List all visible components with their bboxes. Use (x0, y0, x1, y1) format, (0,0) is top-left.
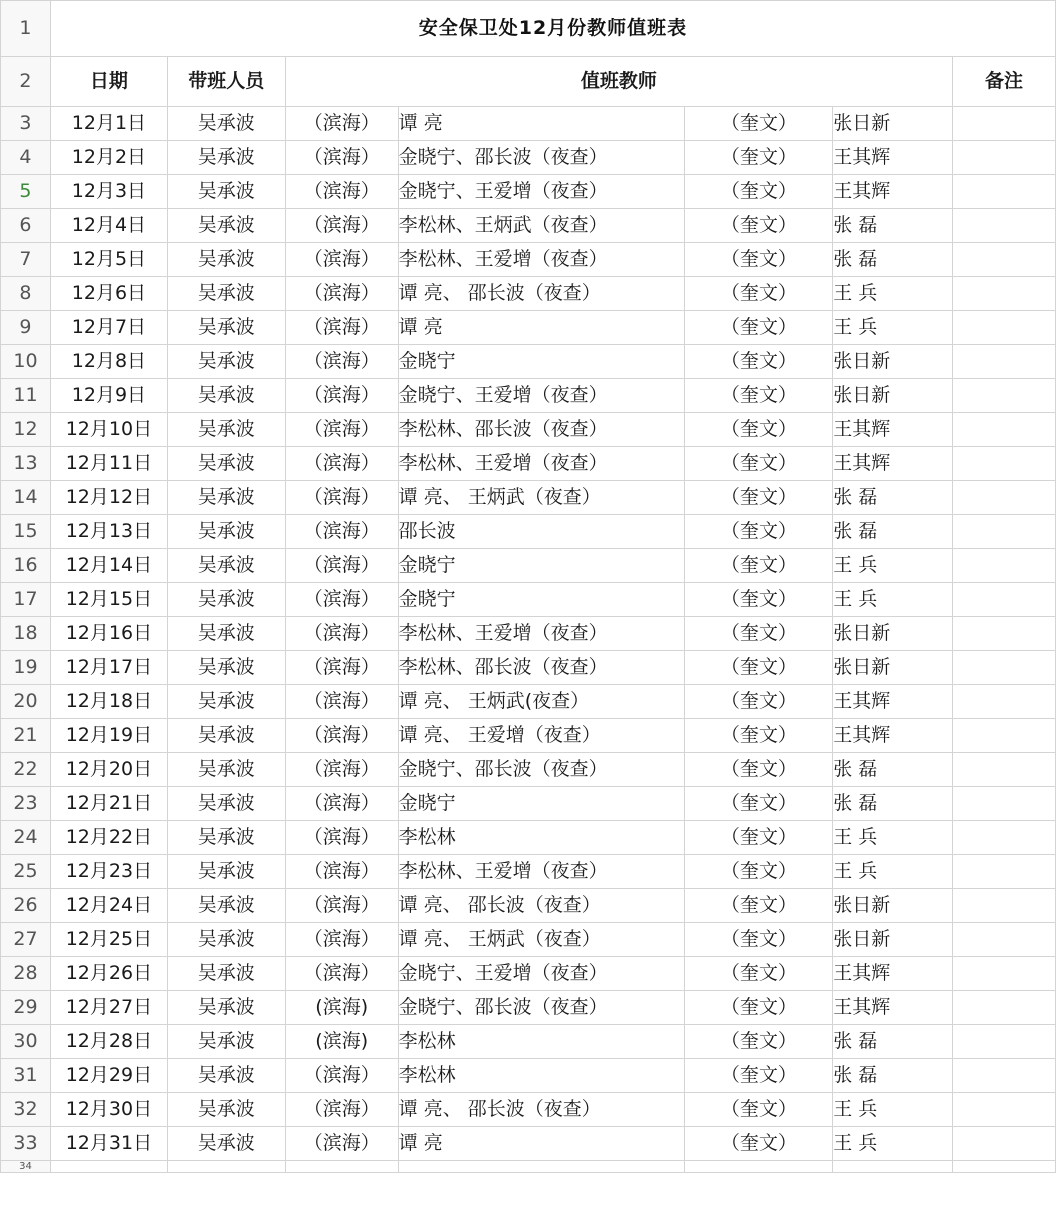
date-cell[interactable]: 12月28日 (50, 1025, 167, 1059)
remark-cell[interactable] (953, 311, 1056, 345)
row-header[interactable]: 31 (1, 1059, 51, 1093)
binhai-teachers-cell[interactable]: 金晓宁、王爱增（夜查） (398, 175, 685, 209)
remark-cell[interactable] (953, 447, 1056, 481)
binhai-teachers-cell[interactable]: 金晓宁、邵长波（夜查） (398, 753, 685, 787)
row-header[interactable]: 29 (1, 991, 51, 1025)
remark-cell[interactable] (953, 141, 1056, 175)
campus-kuiwen-cell[interactable]: （奎文） (685, 923, 833, 957)
date-cell[interactable]: 12月25日 (50, 923, 167, 957)
date-cell[interactable]: 12月20日 (50, 753, 167, 787)
remark-cell[interactable] (953, 481, 1056, 515)
row-header[interactable]: 26 (1, 889, 51, 923)
date-cell[interactable]: 12月12日 (50, 481, 167, 515)
campus-binhai-cell[interactable]: （滨海） (285, 243, 398, 277)
kuiwen-teacher-cell[interactable]: 张 磊 (833, 787, 953, 821)
binhai-teachers-cell[interactable]: 李松林 (398, 1059, 685, 1093)
campus-binhai-cell[interactable]: （滨海） (285, 175, 398, 209)
kuiwen-teacher-cell[interactable]: 张 磊 (833, 209, 953, 243)
table-row (1, 515, 1056, 549)
kuiwen-teacher-cell[interactable]: 王 兵 (833, 583, 953, 617)
row-header[interactable]: 27 (1, 923, 51, 957)
remark-cell[interactable] (953, 889, 1056, 923)
title-row (1, 1, 1056, 57)
table-row (1, 617, 1056, 651)
row-header[interactable]: 16 (1, 549, 51, 583)
campus-binhai-cell[interactable]: （滨海） (285, 889, 398, 923)
kuiwen-teacher-cell[interactable]: 王 兵 (833, 277, 953, 311)
kuiwen-teacher-cell[interactable]: 张日新 (833, 107, 953, 141)
binhai-teachers-cell[interactable]: 谭 亮、 王炳武（夜查） (398, 481, 685, 515)
binhai-teachers-cell[interactable]: 李松林、王爱增（夜查） (398, 243, 685, 277)
campus-binhai-cell[interactable]: （滨海） (285, 583, 398, 617)
kuiwen-teacher-cell[interactable]: 王其辉 (833, 447, 953, 481)
kuiwen-teacher-cell[interactable]: 王 兵 (833, 311, 953, 345)
campus-kuiwen-cell[interactable]: （奎文） (685, 549, 833, 583)
row-header[interactable]: 34 (1, 1161, 51, 1173)
table-row (1, 413, 1056, 447)
leader-cell[interactable]: 吴承波 (167, 787, 285, 821)
date-cell[interactable]: 12月6日 (50, 277, 167, 311)
date-cell[interactable]: 12月9日 (50, 379, 167, 413)
kuiwen-teacher-cell[interactable]: 张 磊 (833, 515, 953, 549)
date-cell[interactable]: 12月3日 (50, 175, 167, 209)
cell[interactable] (833, 1161, 953, 1173)
table-row (1, 175, 1056, 209)
date-cell[interactable]: 12月22日 (50, 821, 167, 855)
leader-cell[interactable]: 吴承波 (167, 515, 285, 549)
row-header[interactable]: 11 (1, 379, 51, 413)
kuiwen-teacher-cell[interactable]: 张 磊 (833, 1025, 953, 1059)
row-header[interactable]: 21 (1, 719, 51, 753)
kuiwen-teacher-cell[interactable]: 王 兵 (833, 549, 953, 583)
table-row (1, 991, 1056, 1025)
binhai-teachers-cell[interactable]: 李松林、邵长波（夜查） (398, 651, 685, 685)
kuiwen-teacher-cell[interactable]: 张 磊 (833, 1059, 953, 1093)
kuiwen-teacher-cell[interactable]: 张日新 (833, 651, 953, 685)
row-header[interactable]: 28 (1, 957, 51, 991)
cell[interactable] (285, 1161, 398, 1173)
binhai-teachers-cell[interactable]: 谭 亮、 王爱增（夜查） (398, 719, 685, 753)
cell[interactable] (685, 1161, 833, 1173)
leader-cell[interactable]: 吴承波 (167, 1059, 285, 1093)
binhai-teachers-cell[interactable]: 邵长波 (398, 515, 685, 549)
leader-cell[interactable]: 吴承波 (167, 923, 285, 957)
kuiwen-teacher-cell[interactable]: 张 磊 (833, 753, 953, 787)
header-leader[interactable]: 带班人员 (167, 57, 285, 107)
table-row (1, 651, 1056, 685)
campus-kuiwen-cell[interactable]: （奎文） (685, 719, 833, 753)
leader-cell[interactable]: 吴承波 (167, 549, 285, 583)
campus-kuiwen-cell[interactable]: （奎文） (685, 311, 833, 345)
date-cell[interactable]: 12月14日 (50, 549, 167, 583)
campus-kuiwen-cell[interactable]: （奎文） (685, 277, 833, 311)
campus-kuiwen-cell[interactable]: （奎文） (685, 107, 833, 141)
row-header[interactable]: 8 (1, 277, 51, 311)
binhai-teachers-cell[interactable]: 谭 亮、 王炳武(夜查） (398, 685, 685, 719)
row-header[interactable]: 10 (1, 345, 51, 379)
campus-binhai-cell[interactable]: （滨海） (285, 481, 398, 515)
row-header[interactable]: 13 (1, 447, 51, 481)
binhai-teachers-cell[interactable]: 谭 亮、 王炳武（夜查） (398, 923, 685, 957)
cell[interactable] (167, 1161, 285, 1173)
campus-kuiwen-cell[interactable]: （奎文） (685, 1025, 833, 1059)
table-row (1, 345, 1056, 379)
row-header[interactable]: 19 (1, 651, 51, 685)
kuiwen-teacher-cell[interactable]: 王其辉 (833, 175, 953, 209)
campus-binhai-cell[interactable]: （滨海） (285, 1127, 398, 1161)
leader-cell[interactable]: 吴承波 (167, 1025, 285, 1059)
remark-cell[interactable] (953, 209, 1056, 243)
kuiwen-teacher-cell[interactable]: 张日新 (833, 923, 953, 957)
header-remarks[interactable]: 备注 (953, 57, 1056, 107)
campus-kuiwen-cell[interactable]: （奎文） (685, 1093, 833, 1127)
campus-kuiwen-cell[interactable]: （奎文） (685, 243, 833, 277)
kuiwen-teacher-cell[interactable]: 王其辉 (833, 141, 953, 175)
date-cell[interactable]: 12月10日 (50, 413, 167, 447)
date-cell[interactable]: 12月27日 (50, 991, 167, 1025)
kuiwen-teacher-cell[interactable]: 王其辉 (833, 685, 953, 719)
binhai-teachers-cell[interactable]: 金晓宁、王爱增（夜查） (398, 957, 685, 991)
remark-cell[interactable] (953, 583, 1056, 617)
header-row (1, 57, 1056, 107)
date-cell[interactable]: 12月11日 (50, 447, 167, 481)
kuiwen-teacher-cell[interactable]: 王 兵 (833, 1093, 953, 1127)
date-cell[interactable]: 12月5日 (50, 243, 167, 277)
kuiwen-teacher-cell[interactable]: 王 兵 (833, 855, 953, 889)
remark-cell[interactable] (953, 617, 1056, 651)
binhai-teachers-cell[interactable]: 金晓宁 (398, 345, 685, 379)
leader-cell[interactable]: 吴承波 (167, 821, 285, 855)
campus-kuiwen-cell[interactable]: （奎文） (685, 1127, 833, 1161)
campus-binhai-cell[interactable]: （滨海） (285, 515, 398, 549)
campus-binhai-cell[interactable]: （滨海） (285, 379, 398, 413)
binhai-teachers-cell[interactable]: 李松林、王爱增（夜查） (398, 855, 685, 889)
campus-binhai-cell[interactable]: （滨海） (285, 719, 398, 753)
binhai-teachers-cell[interactable]: 金晓宁、王爱增（夜查） (398, 379, 685, 413)
remark-cell[interactable] (953, 107, 1056, 141)
date-cell[interactable]: 12月8日 (50, 345, 167, 379)
row-header[interactable]: 9 (1, 311, 51, 345)
date-cell[interactable]: 12月7日 (50, 311, 167, 345)
kuiwen-teacher-cell[interactable]: 张日新 (833, 617, 953, 651)
table-row (1, 1059, 1056, 1093)
campus-kuiwen-cell[interactable]: （奎文） (685, 175, 833, 209)
remark-cell[interactable] (953, 753, 1056, 787)
table-row (1, 583, 1056, 617)
row-header[interactable]: 7 (1, 243, 51, 277)
leader-cell[interactable]: 吴承波 (167, 481, 285, 515)
kuiwen-teacher-cell[interactable]: 张 磊 (833, 243, 953, 277)
leader-cell[interactable]: 吴承波 (167, 141, 285, 175)
leader-cell[interactable]: 吴承波 (167, 991, 285, 1025)
kuiwen-teacher-cell[interactable]: 王其辉 (833, 991, 953, 1025)
row-header[interactable]: 20 (1, 685, 51, 719)
leader-cell[interactable]: 吴承波 (167, 753, 285, 787)
kuiwen-teacher-cell[interactable]: 王其辉 (833, 719, 953, 753)
remark-cell[interactable] (953, 515, 1056, 549)
remark-cell[interactable] (953, 685, 1056, 719)
table-row (1, 311, 1056, 345)
leader-cell[interactable]: 吴承波 (167, 651, 285, 685)
campus-kuiwen-cell[interactable]: （奎文） (685, 821, 833, 855)
date-cell[interactable]: 12月15日 (50, 583, 167, 617)
header-date[interactable]: 日期 (50, 57, 167, 107)
kuiwen-teacher-cell[interactable]: 张日新 (833, 379, 953, 413)
campus-binhai-cell[interactable]: （滨海） (285, 345, 398, 379)
date-cell[interactable]: 12月21日 (50, 787, 167, 821)
table-row (1, 481, 1056, 515)
row-header[interactable]: 6 (1, 209, 51, 243)
campus-kuiwen-cell[interactable]: （奎文） (685, 1059, 833, 1093)
campus-binhai-cell[interactable]: （滨海） (285, 957, 398, 991)
leader-cell[interactable]: 吴承波 (167, 413, 285, 447)
row-header[interactable]: 30 (1, 1025, 51, 1059)
campus-binhai-cell[interactable]: （滨海） (285, 549, 398, 583)
campus-kuiwen-cell[interactable]: （奎文） (685, 583, 833, 617)
row-header[interactable]: 1 (1, 1, 51, 57)
remark-cell[interactable] (953, 957, 1056, 991)
binhai-teachers-cell[interactable]: 谭 亮、 邵长波（夜查） (398, 889, 685, 923)
row-header[interactable]: 3 (1, 107, 51, 141)
table-row (1, 243, 1056, 277)
remark-cell[interactable] (953, 277, 1056, 311)
binhai-teachers-cell[interactable]: 谭 亮 (398, 311, 685, 345)
remark-cell[interactable] (953, 175, 1056, 209)
leader-cell[interactable]: 吴承波 (167, 889, 285, 923)
leader-cell[interactable]: 吴承波 (167, 277, 285, 311)
kuiwen-teacher-cell[interactable]: 王 兵 (833, 1127, 953, 1161)
leader-cell[interactable]: 吴承波 (167, 209, 285, 243)
table-row (1, 923, 1056, 957)
leader-cell[interactable]: 吴承波 (167, 447, 285, 481)
date-cell[interactable]: 12月13日 (50, 515, 167, 549)
date-cell[interactable]: 12月30日 (50, 1093, 167, 1127)
campus-kuiwen-cell[interactable]: （奎文） (685, 787, 833, 821)
date-cell[interactable]: 12月2日 (50, 141, 167, 175)
campus-kuiwen-cell[interactable]: （奎文） (685, 855, 833, 889)
remark-cell[interactable] (953, 923, 1056, 957)
kuiwen-teacher-cell[interactable]: 张 磊 (833, 481, 953, 515)
binhai-teachers-cell[interactable]: 金晓宁 (398, 787, 685, 821)
sheet-title[interactable]: 安全保卫处12月份教师值班表 (50, 1, 1055, 57)
campus-kuiwen-cell[interactable]: （奎文） (685, 515, 833, 549)
campus-kuiwen-cell[interactable]: （奎文） (685, 141, 833, 175)
leader-cell[interactable]: 吴承波 (167, 719, 285, 753)
date-cell[interactable]: 12月16日 (50, 617, 167, 651)
campus-kuiwen-cell[interactable]: （奎文） (685, 379, 833, 413)
campus-binhai-cell[interactable]: （滨海） (285, 1093, 398, 1127)
campus-kuiwen-cell[interactable]: （奎文） (685, 753, 833, 787)
date-cell[interactable]: 12月31日 (50, 1127, 167, 1161)
campus-binhai-cell[interactable]: （滨海） (285, 209, 398, 243)
leader-cell[interactable]: 吴承波 (167, 345, 285, 379)
date-cell[interactable]: 12月1日 (50, 107, 167, 141)
remark-cell[interactable] (953, 413, 1056, 447)
kuiwen-teacher-cell[interactable]: 王其辉 (833, 413, 953, 447)
table-row (1, 549, 1056, 583)
remark-cell[interactable] (953, 651, 1056, 685)
leader-cell[interactable]: 吴承波 (167, 855, 285, 889)
campus-kuiwen-cell[interactable]: （奎文） (685, 685, 833, 719)
campus-binhai-cell[interactable]: （滨海） (285, 855, 398, 889)
date-cell[interactable]: 12月18日 (50, 685, 167, 719)
binhai-teachers-cell[interactable]: 李松林、邵长波（夜查） (398, 413, 685, 447)
remark-cell[interactable] (953, 345, 1056, 379)
remark-cell[interactable] (953, 1127, 1056, 1161)
campus-kuiwen-cell[interactable]: （奎文） (685, 345, 833, 379)
remark-cell[interactable] (953, 719, 1056, 753)
kuiwen-teacher-cell[interactable]: 王其辉 (833, 957, 953, 991)
remark-cell[interactable] (953, 821, 1056, 855)
campus-kuiwen-cell[interactable]: （奎文） (685, 481, 833, 515)
binhai-teachers-cell[interactable]: 谭 亮、 邵长波（夜查） (398, 1093, 685, 1127)
binhai-teachers-cell[interactable]: 李松林、王爱增（夜查） (398, 617, 685, 651)
table-row (1, 753, 1056, 787)
leader-cell[interactable]: 吴承波 (167, 379, 285, 413)
remark-cell[interactable] (953, 243, 1056, 277)
remark-cell[interactable] (953, 855, 1056, 889)
table-row (1, 141, 1056, 175)
table-row (1, 855, 1056, 889)
campus-binhai-cell[interactable]: （滨海） (285, 651, 398, 685)
row-header[interactable]: 23 (1, 787, 51, 821)
leader-cell[interactable]: 吴承波 (167, 175, 285, 209)
row-header[interactable]: 17 (1, 583, 51, 617)
date-cell[interactable]: 12月17日 (50, 651, 167, 685)
binhai-teachers-cell[interactable]: 李松林、王炳武（夜查） (398, 209, 685, 243)
campus-kuiwen-cell[interactable]: （奎文） (685, 209, 833, 243)
campus-binhai-cell[interactable]: （滨海） (285, 1059, 398, 1093)
campus-binhai-cell[interactable]: （滨海） (285, 821, 398, 855)
binhai-teachers-cell[interactable]: 金晓宁、邵长波（夜查） (398, 991, 685, 1025)
leader-cell[interactable]: 吴承波 (167, 107, 285, 141)
leader-cell[interactable]: 吴承波 (167, 617, 285, 651)
row-header[interactable]: 2 (1, 57, 51, 107)
date-cell[interactable]: 12月24日 (50, 889, 167, 923)
remark-cell[interactable] (953, 549, 1056, 583)
leader-cell[interactable]: 吴承波 (167, 685, 285, 719)
row-header[interactable]: 4 (1, 141, 51, 175)
binhai-teachers-cell[interactable]: 谭 亮、 邵长波（夜查） (398, 277, 685, 311)
campus-binhai-cell[interactable]: （滨海） (285, 753, 398, 787)
campus-binhai-cell[interactable]: （滨海） (285, 923, 398, 957)
binhai-teachers-cell[interactable]: 李松林 (398, 1025, 685, 1059)
row-header[interactable]: 32 (1, 1093, 51, 1127)
row-header[interactable]: 33 (1, 1127, 51, 1161)
table-row (1, 957, 1056, 991)
campus-binhai-cell[interactable]: （滨海） (285, 617, 398, 651)
table-row (1, 1025, 1056, 1059)
row-header[interactable]: 14 (1, 481, 51, 515)
table-row (1, 447, 1056, 481)
leader-cell[interactable]: 吴承波 (167, 583, 285, 617)
table-row (1, 1127, 1056, 1161)
campus-binhai-cell[interactable]: （滨海） (285, 413, 398, 447)
remark-cell[interactable] (953, 1093, 1056, 1127)
campus-binhai-cell[interactable]: （滨海） (285, 141, 398, 175)
remark-cell[interactable] (953, 991, 1056, 1025)
date-cell[interactable]: 12月23日 (50, 855, 167, 889)
row-header[interactable]: 18 (1, 617, 51, 651)
cell[interactable] (398, 1161, 685, 1173)
remark-cell[interactable] (953, 379, 1056, 413)
leader-cell[interactable]: 吴承波 (167, 1093, 285, 1127)
kuiwen-teacher-cell[interactable]: 王 兵 (833, 821, 953, 855)
row-header[interactable]: 22 (1, 753, 51, 787)
cell[interactable] (50, 1161, 167, 1173)
row-header[interactable]: 12 (1, 413, 51, 447)
date-cell[interactable]: 12月29日 (50, 1059, 167, 1093)
binhai-teachers-cell[interactable]: 谭 亮 (398, 107, 685, 141)
binhai-teachers-cell[interactable]: 李松林 (398, 821, 685, 855)
campus-kuiwen-cell[interactable]: （奎文） (685, 413, 833, 447)
leader-cell[interactable]: 吴承波 (167, 311, 285, 345)
leader-cell[interactable]: 吴承波 (167, 957, 285, 991)
header-duty-teachers[interactable]: 值班教师 (285, 57, 952, 107)
table-row-partial (1, 1161, 1056, 1173)
date-cell[interactable]: 12月4日 (50, 209, 167, 243)
campus-binhai-cell[interactable]: （滨海） (285, 277, 398, 311)
campus-binhai-cell[interactable]: (滨海) (285, 1025, 398, 1059)
leader-cell[interactable]: 吴承波 (167, 1127, 285, 1161)
binhai-teachers-cell[interactable]: 李松林、王爱增（夜查） (398, 447, 685, 481)
kuiwen-teacher-cell[interactable]: 张日新 (833, 345, 953, 379)
binhai-teachers-cell[interactable]: 谭 亮 (398, 1127, 685, 1161)
kuiwen-teacher-cell[interactable]: 张日新 (833, 889, 953, 923)
campus-kuiwen-cell[interactable]: （奎文） (685, 617, 833, 651)
campus-binhai-cell[interactable]: （滨海） (285, 685, 398, 719)
leader-cell[interactable]: 吴承波 (167, 243, 285, 277)
row-header[interactable]: 5 (1, 175, 51, 209)
table-row (1, 821, 1056, 855)
table-row (1, 107, 1056, 141)
table-row (1, 685, 1056, 719)
table-row (1, 719, 1056, 753)
campus-kuiwen-cell[interactable]: （奎文） (685, 651, 833, 685)
campus-kuiwen-cell[interactable]: （奎文） (685, 991, 833, 1025)
date-cell[interactable]: 12月19日 (50, 719, 167, 753)
campus-binhai-cell[interactable]: （滨海） (285, 107, 398, 141)
table-row (1, 787, 1056, 821)
binhai-teachers-cell[interactable]: 金晓宁 (398, 583, 685, 617)
cell[interactable] (953, 1161, 1056, 1173)
binhai-teachers-cell[interactable]: 金晓宁 (398, 549, 685, 583)
table-row (1, 379, 1056, 413)
campus-binhai-cell[interactable]: （滨海） (285, 311, 398, 345)
campus-kuiwen-cell[interactable]: （奎文） (685, 889, 833, 923)
date-cell[interactable]: 12月26日 (50, 957, 167, 991)
binhai-teachers-cell[interactable]: 金晓宁、邵长波（夜查） (398, 141, 685, 175)
table-row (1, 1093, 1056, 1127)
remark-cell[interactable] (953, 787, 1056, 821)
remark-cell[interactable] (953, 1059, 1056, 1093)
remark-cell[interactable] (953, 1025, 1056, 1059)
campus-binhai-cell[interactable]: （滨海） (285, 447, 398, 481)
campus-kuiwen-cell[interactable]: （奎文） (685, 447, 833, 481)
table-row (1, 209, 1056, 243)
campus-binhai-cell[interactable]: (滨海) (285, 991, 398, 1025)
row-header[interactable]: 15 (1, 515, 51, 549)
campus-binhai-cell[interactable]: （滨海） (285, 787, 398, 821)
row-header[interactable]: 25 (1, 855, 51, 889)
row-header[interactable]: 24 (1, 821, 51, 855)
table-row (1, 277, 1056, 311)
campus-kuiwen-cell[interactable]: （奎文） (685, 957, 833, 991)
table-row (1, 889, 1056, 923)
